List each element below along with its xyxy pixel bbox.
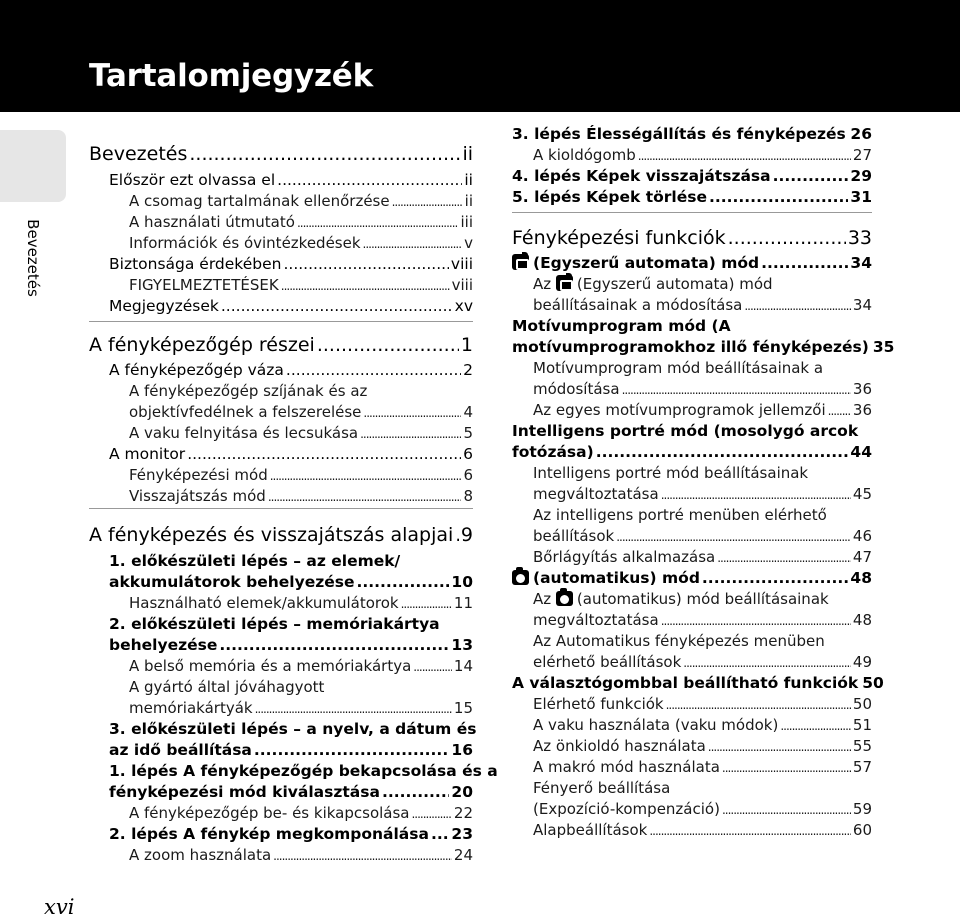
toc-entry[interactable]: [512, 226, 872, 250]
section-divider: [512, 212, 872, 213]
page-header: [0, 0, 960, 112]
toc-entry-title: A vaku felnyitása és lecsukása: [129, 424, 359, 442]
toc-page-number: 15: [453, 699, 473, 717]
toc-entry[interactable]: [109, 824, 473, 844]
toc-page-number: 22: [453, 804, 473, 822]
toc-entry[interactable]: [533, 274, 872, 294]
toc-entry-title: Fényképezési mód: [129, 466, 268, 484]
toc-page-number: 9: [460, 524, 473, 546]
toc-entry[interactable]: [533, 295, 872, 315]
toc-leader-dots: [431, 824, 449, 844]
toc-entry[interactable]: [533, 652, 872, 672]
toc-leader-dots: [273, 845, 452, 866]
toc-entry-title: Az (Egyszerű automata) mód: [533, 275, 773, 293]
toc-page-number: 50: [862, 674, 884, 692]
toc-entry[interactable]: [533, 778, 872, 798]
toc-page-number: 26: [850, 125, 872, 143]
toc-page-number: 49: [852, 653, 872, 671]
toc-entry[interactable]: [512, 253, 872, 273]
toc-entry-title: Megjegyzések: [109, 297, 219, 315]
toc-leader-dots: [270, 465, 462, 486]
toc-page-number: ii: [462, 143, 473, 165]
toc-entry-title: A fényképezőgép váza: [109, 361, 284, 379]
toc-entry-title: Az egyes motívumprogramok jellemzői: [533, 401, 826, 419]
toc-entry[interactable]: [533, 631, 872, 651]
toc-entry[interactable]: [533, 547, 872, 567]
toc-entry-title: 2. előkészületi lépés – memóriakártya: [109, 615, 440, 633]
toc-leader-dots: [281, 275, 450, 296]
toc-entry[interactable]: [109, 360, 473, 380]
section-divider: [89, 508, 473, 509]
toc-entry-title: A kioldógomb: [533, 146, 636, 164]
toc-leader-dots: [392, 191, 463, 212]
section-divider: [89, 321, 473, 322]
toc-leader-dots: [360, 423, 461, 444]
toc-page-number: 10: [451, 573, 473, 591]
toc-page-number: 34: [850, 254, 872, 272]
toc-page-number: 48: [852, 611, 872, 629]
toc-entry[interactable]: [533, 589, 872, 609]
toc-entry-title: A vaku használata (vaku módok): [533, 716, 779, 734]
toc-entry-title: Motívumprogram mód (A: [512, 317, 731, 335]
toc-entry[interactable]: [129, 465, 473, 485]
toc-entry[interactable]: [533, 400, 872, 420]
toc-page-number: 31: [850, 188, 872, 206]
toc-entry[interactable]: [89, 142, 473, 166]
toc-entry-title: Visszajátszás mód: [129, 487, 266, 505]
toc-entry-title: A választógombbal beállítható funkciók: [512, 674, 859, 692]
toc-entry[interactable]: [129, 402, 473, 422]
toc-entry[interactable]: [533, 694, 872, 714]
toc-entry-title: A gyártó által jóváhagyott: [129, 678, 325, 696]
toc-entry[interactable]: [512, 187, 872, 207]
toc-entry-title: 3. előkészületi lépés – a nyelv, a dátum és: [109, 720, 477, 738]
toc-entry-title: 1. előkészületi lépés – az elemek/: [109, 552, 401, 570]
toc-leader-dots: [268, 486, 462, 507]
easy-auto-icon: [556, 275, 573, 291]
toc-entry[interactable]: [512, 568, 872, 588]
toc-entry[interactable]: [512, 124, 872, 144]
toc-entry[interactable]: [109, 719, 477, 739]
toc-leader-dots: [255, 698, 452, 719]
toc-leader-dots: [411, 803, 451, 824]
toc-page-number: 1: [460, 334, 473, 356]
auto-mode-camera-icon: [556, 591, 573, 606]
toc-leader-dots: [317, 333, 459, 357]
toc-entry[interactable]: [109, 782, 473, 802]
toc-leader-dots: [661, 610, 851, 631]
toc-page-number: ii: [464, 192, 473, 210]
toc-page-number: 36: [852, 380, 872, 398]
toc-leader-dots: [622, 379, 851, 400]
toc-page-number: 8: [463, 487, 473, 505]
toc-entry-title: A fényképezőgép be- és kikapcsolása: [129, 804, 410, 822]
toc-entry[interactable]: [533, 820, 872, 840]
toc-entry-title: Az önkioldó használata: [533, 737, 706, 755]
toc-entry[interactable]: [129, 486, 473, 506]
toc-entry-title: motívumprogramokhoz illő fényképezés): [512, 338, 869, 356]
toc-page-number: 24: [453, 846, 473, 864]
toc-leader-dots: [413, 656, 452, 677]
toc-entry[interactable]: [512, 316, 872, 336]
toc-leader-dots: [596, 442, 849, 462]
toc-entry-title: Elérhető funkciók: [533, 695, 664, 713]
toc-leader-dots: [254, 740, 450, 760]
toc-entry-title: A belső memória és a memóriakártya: [129, 657, 412, 675]
toc-entry-title: elérhető beállítások: [533, 653, 682, 671]
toc-leader-dots: [828, 400, 851, 421]
toc-entry[interactable]: [129, 212, 473, 232]
toc-page-number: 2: [463, 361, 473, 379]
toc-leader-dots: [649, 820, 851, 841]
toc-entry[interactable]: [533, 610, 872, 630]
toc-entry[interactable]: [533, 526, 872, 546]
toc-entry-title: Intelligens portré mód beállításainak: [533, 464, 809, 482]
toc-entry[interactable]: [533, 484, 872, 504]
toc-entry-title: behelyezése: [109, 636, 218, 654]
toc-page-number: 60: [852, 821, 872, 839]
toc-leader-dots: [297, 212, 459, 233]
toc-leader-dots: [661, 484, 851, 505]
toc-page-number: 55: [852, 737, 872, 755]
toc-entry[interactable]: [89, 333, 473, 357]
toc-entry-title: megváltoztatása: [533, 485, 659, 503]
toc-entry-title: 1. lépés A fényképezőgép bekapcsolása és a: [109, 762, 498, 780]
toc-entry[interactable]: [129, 803, 473, 823]
toc-leader-dots: [709, 187, 848, 207]
toc-page-number: 14: [453, 657, 473, 675]
toc-leader-dots: [848, 124, 849, 144]
toc-entry[interactable]: [533, 715, 872, 735]
toc-entry-title: az idő beállítása: [109, 741, 252, 759]
toc-entry-title: Bevezetés: [89, 143, 188, 165]
toc-entry-title: fotózása): [512, 443, 594, 461]
toc-page-number: 27: [852, 146, 872, 164]
toc-entry[interactable]: [512, 442, 872, 462]
toc-entry[interactable]: [109, 551, 473, 571]
page-title: Tartalomjegyzék: [89, 58, 374, 94]
toc-leader-dots: [744, 295, 851, 316]
toc-leader-dots: [221, 296, 453, 316]
toc-entry[interactable]: [129, 677, 473, 697]
toc-leader-dots: [761, 253, 848, 273]
toc-entry-title: objektívfedélnek a felszerelése: [129, 403, 362, 421]
toc-entry-title: (automatikus) mód: [512, 568, 700, 588]
toc-entry[interactable]: [533, 463, 872, 483]
toc-entry-title: A csomag tartalmának ellenőrzése: [129, 192, 390, 210]
toc-leader-dots: [189, 142, 460, 166]
toc-page-number: xv: [454, 297, 473, 315]
toc-entry-title: beállítások: [533, 527, 615, 545]
easy-auto-icon: [512, 254, 529, 270]
toc-entry-title: Az intelligens portré menüben elérhető: [533, 506, 827, 524]
toc-page-number: 50: [852, 695, 872, 713]
toc-page-number: 46: [852, 527, 872, 545]
toc-entry[interactable]: [129, 593, 473, 613]
toc-entry-title: A zoom használata: [129, 846, 272, 864]
toc-page-number: 59: [852, 800, 872, 818]
toc-entry[interactable]: [512, 166, 872, 186]
toc-page-number: v: [464, 234, 473, 252]
toc-page-number: 23: [451, 825, 473, 843]
toc-entry-title: 3. lépés Élességállítás és fényképezés: [512, 125, 846, 143]
toc-entry-title: A monitor: [109, 445, 186, 463]
toc-leader-dots: [638, 145, 851, 166]
toc-page-number: viii: [451, 276, 473, 294]
auto-mode-camera-icon: [512, 570, 529, 585]
toc-page-number: 35: [872, 338, 895, 356]
toc-leader-dots: [666, 694, 851, 715]
toc-entry-title: A fényképezőgép részei: [89, 334, 315, 356]
toc-entry[interactable]: [533, 505, 872, 525]
toc-entry-title: Először ezt olvassa el: [109, 171, 276, 189]
toc-entry[interactable]: [129, 423, 473, 443]
toc-entry-title: Fényképezési funkciók: [512, 227, 726, 249]
toc-entry-title: (Egyszerű automata) mód: [512, 253, 759, 273]
toc-page-number: 51: [852, 716, 872, 734]
toc-page-number: 13: [451, 636, 473, 654]
toc-entry[interactable]: [129, 698, 473, 718]
toc-entry-title: FIGYELMEZTETÉSEK: [129, 276, 279, 294]
toc-page-number: 20: [451, 783, 473, 801]
toc-entry-title: (Expozíció-kompenzáció): [533, 800, 720, 818]
toc-entry[interactable]: [512, 673, 884, 693]
toc-page-number: 47: [852, 548, 872, 566]
toc-leader-dots: [187, 444, 461, 464]
toc-entry-title: Alapbeállítások: [533, 821, 648, 839]
toc-entry-title: Bőrlágyítás alkalmazása: [533, 548, 716, 566]
toc-page-number: 34: [852, 296, 872, 314]
toc-page-number: 29: [850, 167, 872, 185]
toc-leader-dots: [780, 715, 851, 736]
toc-entry-title: A makró mód használata: [533, 758, 720, 776]
toc-entry[interactable]: [129, 191, 473, 211]
toc-entry-title: módosítása: [533, 380, 620, 398]
toc-entry[interactable]: [129, 233, 473, 253]
toc-page-number: ii: [464, 171, 473, 189]
toc-entry[interactable]: [109, 254, 473, 274]
toc-leader-dots: [356, 572, 449, 592]
toc-leader-dots: [708, 736, 851, 757]
toc-entry-title: 4. lépés Képek visszajátszása: [512, 167, 771, 185]
toc-leader-dots: [683, 652, 851, 673]
toc-entry[interactable]: [129, 275, 473, 295]
toc-page-number: 6: [463, 466, 473, 484]
toc-entry[interactable]: [109, 170, 473, 190]
toc-leader-dots: [722, 799, 851, 820]
toc-leader-dots: [616, 526, 851, 547]
toc-page-number: 6: [463, 445, 473, 463]
toc-entry[interactable]: [533, 358, 872, 378]
toc-entry[interactable]: [109, 296, 473, 316]
toc-entry-title: A használati útmutató: [129, 213, 295, 231]
side-tab: [0, 130, 66, 202]
toc-page-number: 11: [453, 594, 473, 612]
toc-leader-dots: [728, 226, 846, 250]
toc-page-number: 44: [850, 443, 872, 461]
toc-leader-dots: [702, 568, 849, 588]
toc-entry[interactable]: [533, 799, 872, 819]
toc-page-number: 57: [852, 758, 872, 776]
toc-entry-title: Motívumprogram mód beállításainak a: [533, 359, 824, 377]
toc-leader-dots: [773, 166, 849, 186]
toc-entry[interactable]: [129, 381, 473, 401]
toc-leader-dots: [717, 547, 851, 568]
toc-entry-title: Az Automatikus fényképezés menüben: [533, 632, 825, 650]
toc-entry[interactable]: [512, 337, 895, 357]
toc-leader-dots: [277, 170, 462, 190]
toc-entry[interactable]: [533, 736, 872, 756]
toc-entry-title: Használható elemek/akkumulátorok: [129, 594, 399, 612]
toc-leader-dots: [722, 757, 851, 778]
toc-page-number: 5: [463, 424, 473, 442]
toc-entry-title: Fényerő beállítása: [533, 779, 671, 797]
toc-entry[interactable]: [533, 379, 872, 399]
toc-page-number: iii: [460, 213, 473, 231]
toc-entry[interactable]: [109, 614, 473, 634]
toc-entry-title: Az (automatikus) mód beállításainak: [533, 590, 829, 608]
toc-leader-dots: [363, 233, 463, 254]
toc-entry-title: Biztonsága érdekében: [109, 255, 282, 273]
toc-leader-dots: [283, 254, 448, 274]
toc-entry[interactable]: [533, 145, 872, 165]
toc-page-number: 16: [451, 741, 473, 759]
toc-entry[interactable]: [129, 845, 473, 865]
toc-entry-title: Információk és óvintézkedések: [129, 234, 361, 252]
toc-leader-dots: [455, 523, 459, 547]
toc-leader-dots: [219, 635, 449, 655]
toc-entry[interactable]: [109, 635, 473, 655]
toc-entry[interactable]: [89, 523, 473, 547]
toc-page-number: 33: [847, 227, 872, 249]
toc-page-number: 48: [850, 569, 872, 587]
toc-leader-dots: [363, 402, 461, 423]
toc-leader-dots: [286, 360, 461, 380]
toc-entry-title: A fényképezőgép szíjának és az: [129, 382, 368, 400]
toc-entry[interactable]: [109, 740, 473, 760]
toc-entry[interactable]: [512, 421, 872, 441]
toc-entry-title: 2. lépés A fénykép megkomponálása: [109, 825, 429, 843]
toc-page-number: 4: [463, 403, 473, 421]
toc-entry[interactable]: [109, 761, 498, 781]
toc-page-number: 45: [852, 485, 872, 503]
toc-entry[interactable]: [109, 444, 473, 464]
toc-page-number: viii: [450, 255, 473, 273]
toc-entry-title: Intelligens portré mód (mosolygó arcok: [512, 422, 859, 440]
toc-leader-dots: [401, 593, 452, 614]
toc-entry-title: 5. lépés Képek törlése: [512, 188, 707, 206]
toc-entry-title: beállításainak a módosítása: [533, 296, 743, 314]
toc-entry-title: akkumulátorok behelyezése: [109, 573, 355, 591]
toc-entry-title: memóriakártyák: [129, 699, 253, 717]
toc-entry[interactable]: [109, 572, 473, 592]
toc-entry[interactable]: [533, 757, 872, 777]
page-number: xvi: [44, 895, 75, 919]
side-tab-label: Bevezetés: [24, 219, 42, 297]
toc-entry[interactable]: [129, 656, 473, 676]
toc-entry-title: fényképezési mód kiválasztása: [109, 783, 380, 801]
toc-leader-dots: [382, 782, 449, 802]
toc-entry-title: megváltoztatása: [533, 611, 659, 629]
toc-page-number: 36: [852, 401, 872, 419]
toc-entry-title: A fényképezés és visszajátszás alapjai: [89, 524, 454, 546]
